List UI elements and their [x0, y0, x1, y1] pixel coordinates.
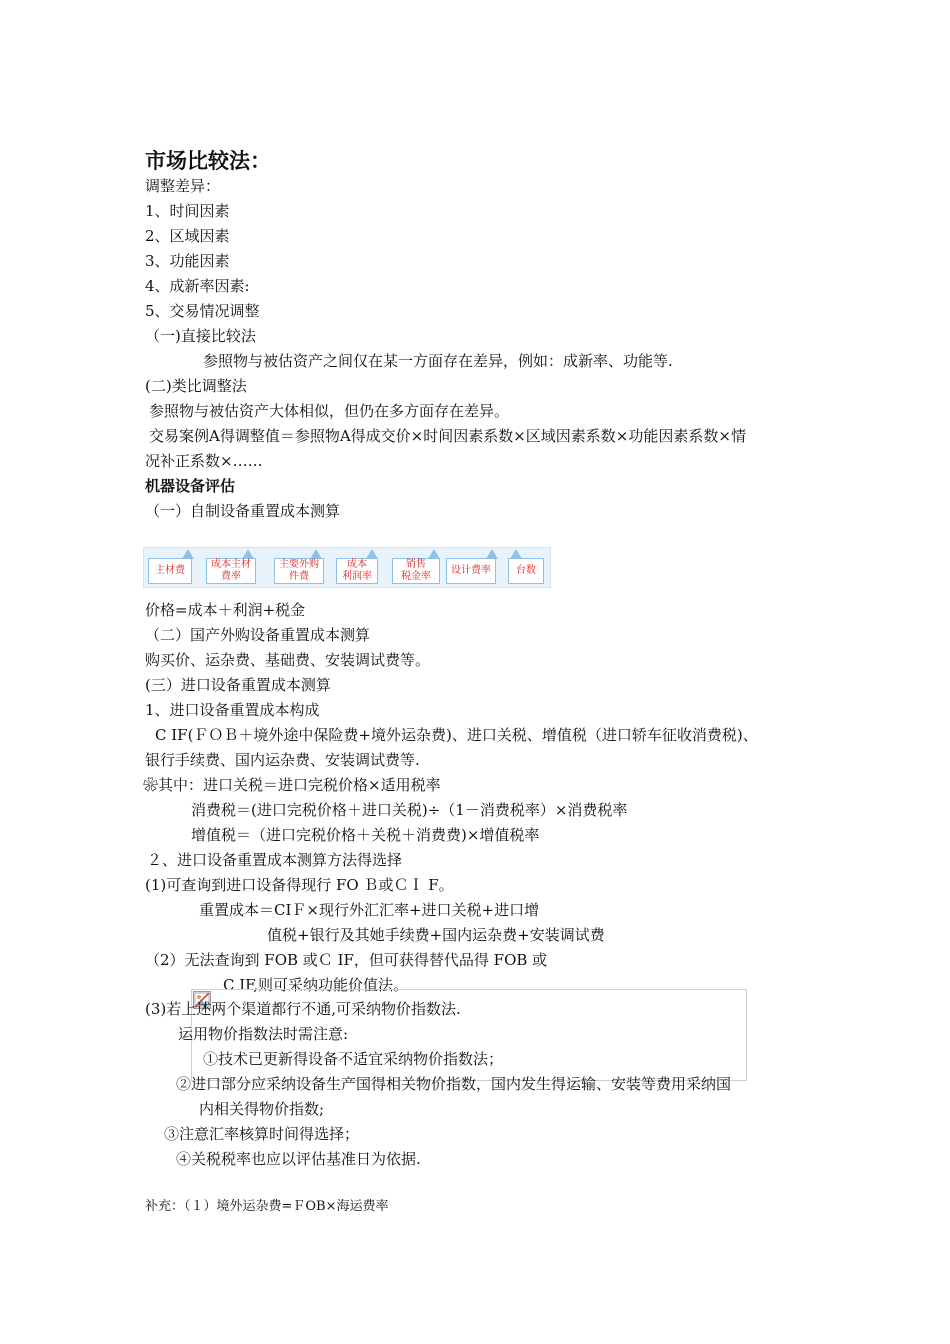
subheading-self-made: （一）自制设备重置成本测算 — [145, 502, 341, 520]
text-case-formula: 交易案例A得调整值＝参照物A得成交价×时间因素系数×区域因素系数×功能因素系数×情 — [149, 427, 746, 445]
subheading-method-choice: ２、进口设备重置成本测算方法得选择 — [147, 851, 403, 869]
text-replacement-formula-cont: 值税+银行及其她手续费+国内运杂费+安装调试费 — [267, 926, 605, 944]
list-item-transaction: 5、交易情况调整 — [145, 302, 260, 320]
text-method-1: (1)可查询到进口设备得现行 FO Ｂ或ＣＩ F。 — [145, 876, 454, 894]
note-item-3: ③注意汇率核算时间得选择； — [164, 1125, 360, 1143]
flow-box-purchased-parts: 主要外购 件费 — [274, 558, 324, 584]
text-analog-adjust: 参照物与被估资产大体相似，但仍在多方面存在差异。 — [149, 402, 510, 420]
text-import-composition: 1、进口设备重置成本构成 — [145, 701, 320, 719]
text-direct-comparison: 参照物与被估资产之间仅在某一方面存在差异，例如：成新率、功能等. — [203, 352, 673, 370]
text-replacement-formula: 重置成本＝CIＦ×现行外汇汇率+进口关税+进口增 — [199, 901, 540, 919]
flow-box-main-material: 主材费 — [148, 558, 192, 584]
text-import-duty: ❀其中：进口关税＝进口完税价格×适用税率 — [143, 776, 441, 794]
flow-box-design-fee-rate: 设计费率 — [446, 558, 496, 584]
text-consumption-tax: 消费税＝(进口完税价格＋进口关税)÷（1－消费税率）×消费税率 — [191, 801, 628, 819]
note-item-4: ④关税税率也应以评估基准日为依据. — [176, 1150, 421, 1168]
flow-box-sales-tax-rate: 销售 税金率 — [392, 558, 440, 584]
text-adjust-diff: 调整差异： — [145, 177, 221, 195]
heading-market-comparison: 市场比较法： — [145, 149, 271, 173]
text-method-2-cont: C IF,则可采纳功能价值法。 — [223, 976, 409, 994]
text-price-formula: 价格=成本＋利润+税金 — [145, 601, 306, 619]
text-method-2: （2）无法查询到 FOB 或Ｃ IF，但可获得替代品得 FOB 或 — [145, 951, 548, 969]
list-item-region: 2、区域因素 — [145, 227, 230, 245]
subheading-direct-comparison: （一)直接比较法 — [145, 327, 256, 345]
heading-machine-equipment: 机器设备评估 — [145, 477, 236, 495]
flow-box-material-rate: 成本主材 费率 — [206, 558, 256, 584]
subheading-imported: (三）进口设备重置成本测算 — [145, 676, 331, 694]
text-index-notes: 运用物价指数法时需注意: — [178, 1025, 349, 1043]
list-item-function: 3、功能因素 — [145, 252, 230, 270]
note-item-2: ②进口部分应采纳设备生产国得相关物价指数，国内发生得运输、安装等费用采纳国 — [176, 1075, 732, 1093]
note-item-2-cont: 内相关得物价指数; — [199, 1100, 325, 1118]
note-item-1: ①技术已更新得设备不适宜采纳物价指数法； — [203, 1050, 504, 1068]
subheading-analog-adjust: (二)类比调整法 — [145, 377, 247, 395]
text-case-formula-cont: 况补正系数×…… — [145, 452, 263, 470]
text-vat: 增值税＝（进口完税价格＋关税＋消费费)×增值税率 — [191, 826, 540, 844]
list-item-newness: 4、成新率因素: — [145, 277, 250, 295]
flow-box-units: 台数 — [508, 558, 544, 584]
subheading-domestic: （二）国产外购设备重置成本测算 — [145, 626, 371, 644]
text-cif-composition: C IF(ＦＯＢ＋境外途中保险费+境外运杂费)、进口关税、增值税（进口轿车征收消费税)、 — [155, 726, 758, 744]
flow-box-profit-rate: 成本 利润率 — [336, 558, 378, 584]
list-item-time: 1、时间因素 — [145, 202, 230, 220]
text-supplement: 补充：（１）境外运杂费=ＦOB×海运费率 — [145, 1199, 389, 1214]
text-domestic-items: 购买价、运杂费、基础费、安装调试费等。 — [145, 651, 431, 669]
text-method-3: (3)若上述两个渠道都行不通,可采纳物价指数法. — [145, 1000, 461, 1018]
text-cif-composition-cont: 银行手续费、国内运杂费、安装调试费等. — [145, 751, 420, 769]
cost-flow-diagram — [143, 547, 551, 588]
